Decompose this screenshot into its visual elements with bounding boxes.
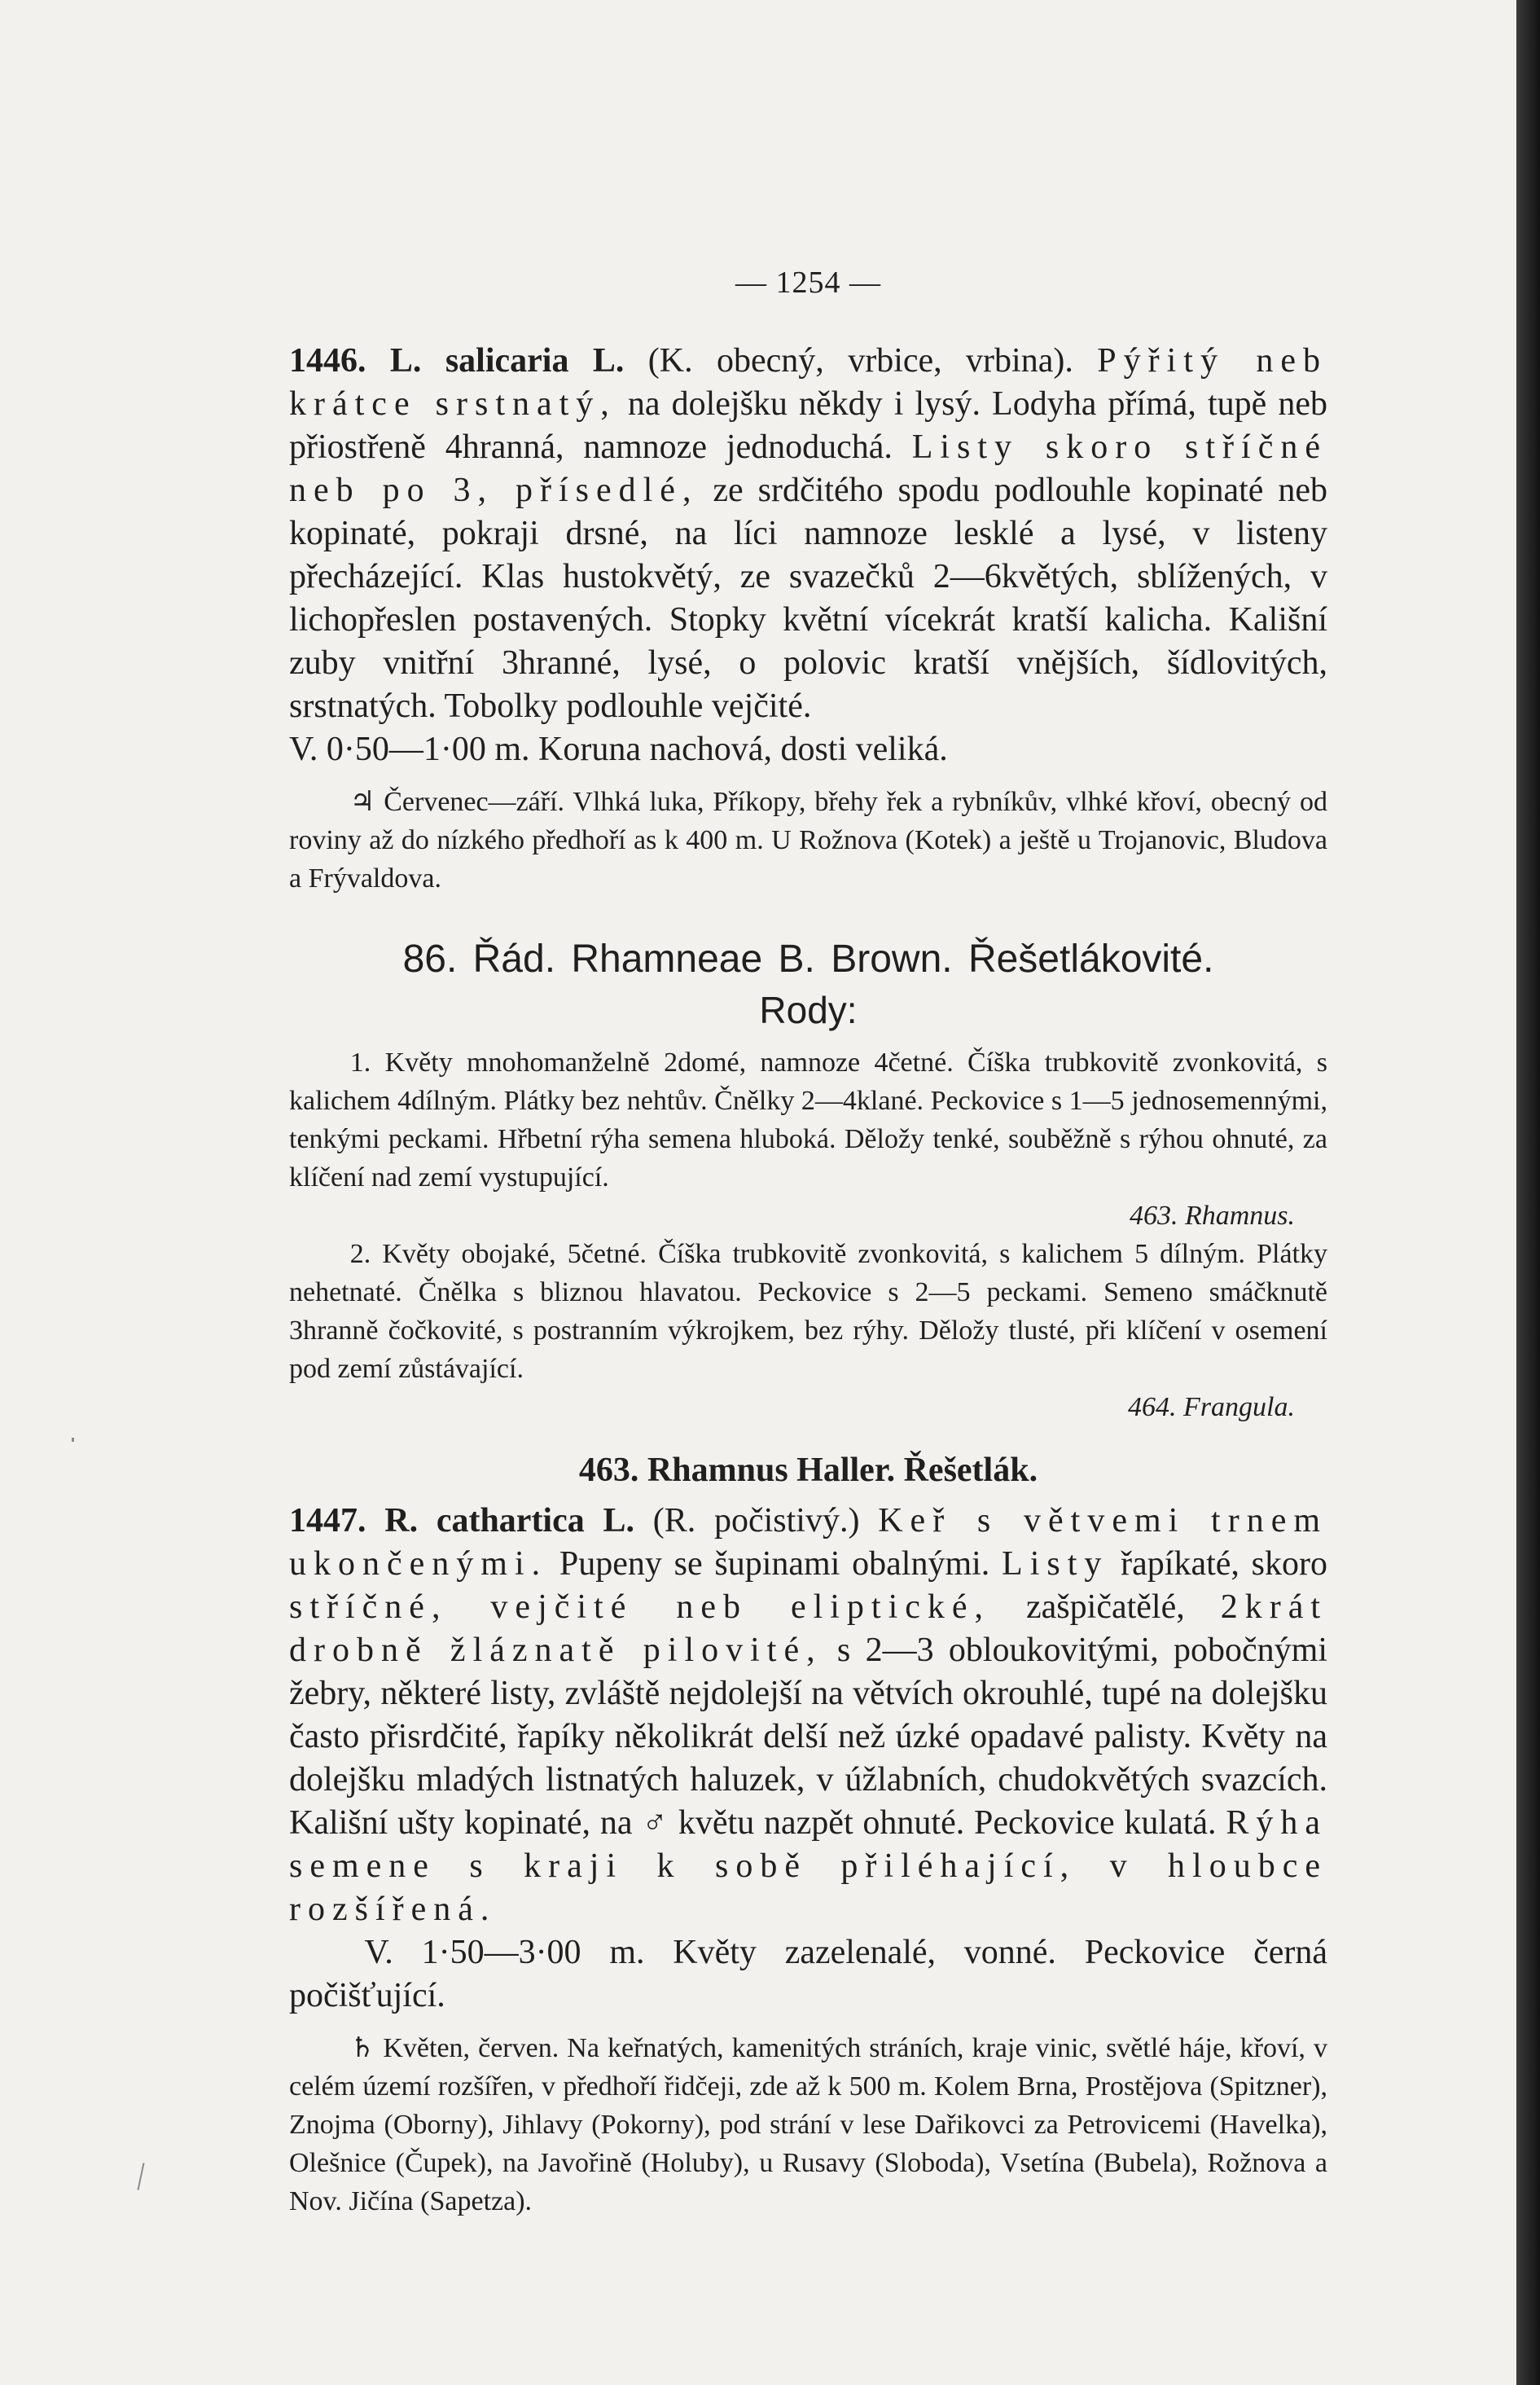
species-1447-vernacular: (R. počistivý.) bbox=[634, 1502, 879, 1539]
margin-mark bbox=[72, 1438, 74, 1442]
species-1447-text-2: řapíkaté, skoro bbox=[1108, 1545, 1327, 1583]
species-1447-habitat: ♄ Květen, červen. Na keřnatých, kamenitých stráních, kraje vinic, světlé háje, křoví, v celém území rozšířen, v předhoří řidčeji, zde až k 500 m. Kolem Brna, Prostějova (Spitzner), Znojma (Oborny), Jihlavy (Pokorny), pod strání v lese Dařikovci za Petrovicemi (Havelka), Olešnice (Čupek), na Javořině (Holuby), u Rusavy (Sloboda), Vsetína (Bubela), Rožnova a Nov. Jičína (Sapetza). bbox=[289, 2033, 1327, 2216]
species-1446-text-1: na dolejšku někdy i lysý. Lodyha přímá, tupě neb přiostřeně 4hranná, namnoze jednoduchá. bbox=[289, 385, 1327, 466]
page-number: — 1254 — bbox=[735, 266, 881, 300]
key-item-1-result: 463. Rhamnus. bbox=[1129, 1201, 1295, 1231]
key-item-2-result: 464. Frangula. bbox=[1128, 1392, 1295, 1422]
genus-heading: 463. Rhamnus Haller. Řešetlák. bbox=[578, 1452, 1038, 1489]
species-1447-spaced-1: Keř s větvemi trnem ukončenými. bbox=[289, 1502, 1328, 1583]
species-1446-vernacular: (K. obecný, vrbice, vrbina). bbox=[624, 342, 1098, 380]
species-1447-spaced-2: Listy bbox=[1002, 1545, 1109, 1583]
species-1446-size: V. 0·50—1·00 m. Koruna nachová, dosti veliká. bbox=[289, 731, 948, 768]
species-1447-spaced-4: 2krát drobně žláznatě pilovité, bbox=[289, 1588, 1327, 1669]
species-1447-text-3: zašpičatělé, bbox=[990, 1588, 1221, 1626]
order-heading: 86. Řád. Rhamneae B. Brown. Řešetlákovité. bbox=[402, 938, 1214, 981]
species-1447-text-4: s 2—3 obloukovitými, pobočnými žebry, některé listy, zvláště nejdolejší na větvích okrouhlé, tupé na dolejšku často přisrdčité, řapíky několikrát delší než úzké opadavé palisty. Květy na dolejšku mladých listnatých haluzek, v úžlabních, chudokvětých svazcích. Kališní ušty kopinaté, na ♂ květu nazpět ohnuté. Peckovice kulatá. bbox=[289, 1632, 1327, 1842]
species-1447-description bbox=[289, 1500, 1327, 1931]
species-1447-spaced-3: stříčné, vejčité neb eliptické, bbox=[289, 1588, 991, 1626]
species-1446-description bbox=[289, 340, 1327, 728]
species-1446-text-2: ze srdčitého spodu podlouhle kopinaté neb kopinaté, pokraji drsné, na líci namnoze lesklé a lysé, v listeny přecházející. Klas hustokvětý, ze svazečků 2—6květých, sblížených, v lichopřeslen postavených. Stopky květní vícekrát kratší kalicha. Kališní zuby vnitřní 3hranné, lysé, o polovic kratší vnějších, šídlovitých, srstnatých. Tobolky podlouhle vejčité. bbox=[289, 472, 1327, 725]
species-1447-head: 1447. R. cathartica L. bbox=[289, 1502, 634, 1539]
key-item-1: 1. Květy mnohomanželně 2domé, namnoze 4četné. Číška trubkovitě zvonkovitá, s kalichem 4dílným. Plátky bez nehtův. Čnělky 2—4klané. Peckovice s 1—5 jednosemennými, tenkými peckami. Hřbetní rýha semena hluboká. Děložy tenké, souběžně s rýhou ohnuté, za klíčení nad zemí vystupující. bbox=[289, 1048, 1327, 1192]
species-1447-size: V. 1·50—3·00 m. Květy zazelenalé, vonné. Peckovice černá počišťující. bbox=[289, 1934, 1327, 2014]
species-1446-head: 1446. L. salicaria L. bbox=[289, 342, 625, 380]
species-1446-habitat: ♃ Červenec—září. Vlhká luka, Příkopy, břehy řek a rybníkův, vlhké křoví, obecný od roviny až do nízkého předhoří as k 400 m. U Rožnova (Kotek) a ještě u Trojanovic, Bludova a Frývaldova. bbox=[289, 787, 1327, 894]
key-item-2: 2. Květy obojaké, 5četné. Číška trubkovitě zvonkovitá, s kalichem 5 dílným. Plátky nehetnaté. Čnělka s bliznou hlavatou. Peckovice s 2—5 peckami. Semeno smáčknutě 3hranně čočkovité, s postranním výkrojkem, bez rýhy. Děložy tlusté, při klíčení v osemení pod zemí zůstávající. bbox=[289, 1239, 1327, 1384]
page-content bbox=[289, 265, 1327, 2220]
scan-edge bbox=[1516, 0, 1540, 2385]
species-1447-spaced-5: Rýha semene s kraji k sobě přiléhající, v hloubce rozšířená. bbox=[289, 1804, 1327, 1928]
species-1447-text-1: Pupeny se šupinami obalnými. bbox=[547, 1545, 1003, 1583]
margin-mark bbox=[137, 2163, 144, 2190]
species-1446-spaced-2: Listy skoro stříčné neb po 3, přísedlé, bbox=[289, 428, 1327, 509]
rody-heading: Rody: bbox=[759, 989, 858, 1031]
species-1446-spaced-1: Pýřitý neb krátce srstnatý, bbox=[289, 342, 1327, 423]
